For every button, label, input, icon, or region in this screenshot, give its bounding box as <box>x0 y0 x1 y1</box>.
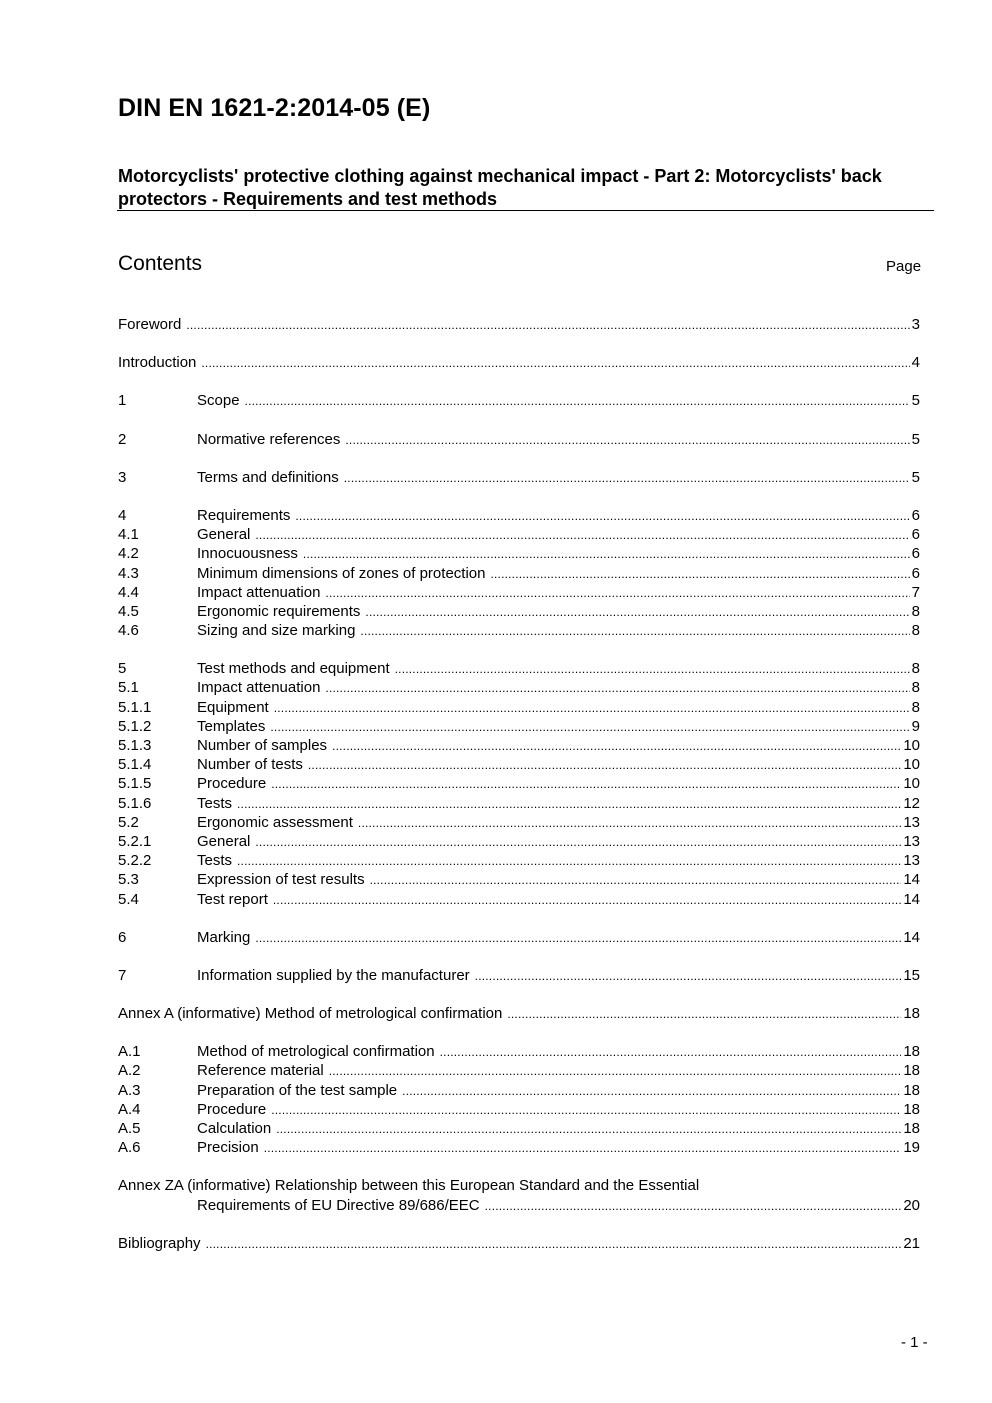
toc-title: Introduction <box>118 354 197 372</box>
toc-title: Calculation <box>197 1120 272 1137</box>
toc-title: Impact attenuation <box>197 679 321 697</box>
toc-number: 1 <box>118 392 127 410</box>
toc-number: 5 <box>118 660 127 678</box>
toc-title: Ergonomic requirements <box>197 602 361 620</box>
dot-leader <box>295 506 909 526</box>
toc-entry-5-1-2[interactable] <box>118 717 920 736</box>
dot-leader <box>308 755 901 775</box>
toc-title-line-2: Requirements of EU Directive 89/686/EEC <box>197 1196 480 1214</box>
toc-entry-4-3[interactable] <box>118 564 920 583</box>
dot-leader <box>485 1196 902 1216</box>
toc-title: Test methods and equipment <box>197 660 390 678</box>
toc-title: Innocuousness <box>197 545 298 563</box>
toc-entry-annex-za[interactable] <box>118 1176 920 1214</box>
toc-number: 3 <box>118 468 127 486</box>
toc-title: Equipment <box>197 698 269 716</box>
document-id: DIN EN 1621-2:2014-05 (E) <box>118 94 431 122</box>
toc-entry-5-1-5[interactable] <box>118 774 920 793</box>
toc-page: 8 <box>911 602 920 620</box>
toc-title: Minimum dimensions of zones of protection <box>197 564 486 582</box>
toc-number: 4 <box>118 506 127 524</box>
toc-entry-a-5[interactable] <box>118 1119 920 1138</box>
toc-title: General <box>197 832 251 850</box>
toc-page: 14 <box>903 871 920 889</box>
dot-leader <box>201 353 909 373</box>
toc-title: Preparation of the test sample <box>197 1081 398 1099</box>
toc-page: 15 <box>903 966 920 984</box>
toc-page: 13 <box>903 832 920 850</box>
dot-leader <box>358 813 901 833</box>
dot-leader <box>507 1004 901 1024</box>
dot-leader <box>206 1234 902 1254</box>
toc-page: 18 <box>903 1120 920 1137</box>
toc-entry-4-4[interactable] <box>118 583 920 602</box>
toc-number: 5.1.4 <box>118 756 152 774</box>
toc-number: 5.2.2 <box>118 852 152 870</box>
toc-page: 18 <box>903 1081 920 1099</box>
dot-leader <box>237 794 901 814</box>
toc-number: 5.1.6 <box>118 794 152 812</box>
toc-entry-bibliography[interactable] <box>118 1234 920 1253</box>
dot-leader <box>325 678 909 698</box>
toc-title: Marking <box>197 928 251 946</box>
toc-title: Tests <box>197 852 233 870</box>
toc-entry-a-6[interactable] <box>118 1138 920 1157</box>
dot-leader <box>245 391 910 411</box>
toc-number: A.5 <box>118 1120 141 1137</box>
toc-page: 14 <box>903 890 920 908</box>
toc-entry-a-2[interactable] <box>118 1061 920 1080</box>
toc-number: 5.2 <box>118 813 139 831</box>
dot-leader <box>475 966 902 986</box>
toc-number: A.4 <box>118 1100 141 1118</box>
toc-number: A.2 <box>118 1062 141 1080</box>
toc-page: 9 <box>911 717 920 735</box>
dot-leader <box>332 736 901 756</box>
toc-title: Ergonomic assessment <box>197 813 353 831</box>
toc-number: 5.4 <box>118 890 139 908</box>
toc-title: Procedure <box>197 1100 267 1118</box>
toc-entry-a-3[interactable] <box>118 1081 920 1100</box>
dot-leader <box>276 1119 901 1139</box>
toc-entry-2[interactable] <box>118 430 920 449</box>
dot-leader <box>264 1138 902 1158</box>
toc-number: 5.1 <box>118 679 139 697</box>
toc-entry-annex-a[interactable] <box>118 1004 920 1023</box>
toc-entry-5-1-1[interactable] <box>118 698 920 717</box>
toc-page: 6 <box>911 564 920 582</box>
toc-entry-4-6[interactable] <box>118 621 920 640</box>
toc-entry-3[interactable] <box>118 468 920 487</box>
page-column-heading: Page <box>886 258 922 275</box>
toc-title: Method of metrological confirmation <box>197 1043 435 1061</box>
toc-entry-a-1[interactable] <box>118 1042 920 1061</box>
dot-leader <box>325 583 909 603</box>
toc-entry-5-4[interactable] <box>118 890 920 909</box>
dot-leader <box>303 544 910 564</box>
dot-leader <box>273 890 901 910</box>
toc-title: Normative references <box>197 430 341 448</box>
toc-number: 7 <box>118 966 127 984</box>
toc-number: 5.1.2 <box>118 717 152 735</box>
toc-number: A.3 <box>118 1081 141 1099</box>
toc-number: 4.6 <box>118 622 139 640</box>
toc-entry-4-5[interactable] <box>118 602 920 621</box>
toc-page: 20 <box>903 1196 920 1214</box>
toc-entry-foreword[interactable] <box>118 315 920 334</box>
toc-entry-5-1-6[interactable] <box>118 794 920 813</box>
toc-page: 3 <box>911 316 920 333</box>
toc-title: Scope <box>197 392 240 410</box>
toc-entry-5-1[interactable] <box>118 678 920 697</box>
dot-leader <box>345 430 909 450</box>
toc-page: 7 <box>911 583 920 601</box>
dot-leader <box>237 851 901 871</box>
toc-number: A.1 <box>118 1043 141 1061</box>
toc-title: Precision <box>197 1139 259 1157</box>
toc-page: 8 <box>911 679 920 697</box>
toc-entry-7[interactable] <box>118 966 920 985</box>
dot-leader <box>255 928 901 948</box>
dot-leader <box>186 315 909 335</box>
toc-entry-4-2[interactable] <box>118 544 920 563</box>
dot-leader <box>402 1081 901 1101</box>
dot-leader <box>344 468 910 488</box>
toc-title: Test report <box>197 890 268 908</box>
toc-title: Annex A (informative) Method of metrological confirmation <box>118 1005 503 1023</box>
toc-title: Bibliography <box>118 1234 201 1252</box>
toc-number: 4.1 <box>118 526 139 544</box>
toc-entry-1[interactable] <box>118 391 920 410</box>
table-of-contents <box>118 315 920 1253</box>
title-divider <box>117 210 934 211</box>
toc-entry-5-3[interactable] <box>118 870 920 889</box>
toc-page: 4 <box>911 354 920 372</box>
toc-entry-5-2-2[interactable] <box>118 851 920 870</box>
toc-page: 8 <box>911 698 920 716</box>
toc-entry-5-2[interactable] <box>118 813 920 832</box>
toc-page: 18 <box>903 1100 920 1118</box>
contents-heading: Contents <box>118 252 203 275</box>
toc-number: 4.4 <box>118 583 139 601</box>
dot-leader <box>271 1100 901 1120</box>
toc-page: 13 <box>903 852 920 870</box>
toc-title: General <box>197 526 251 544</box>
dot-leader <box>270 717 909 737</box>
dot-leader <box>490 564 909 584</box>
toc-title: Procedure <box>197 775 267 793</box>
toc-title: Impact attenuation <box>197 583 321 601</box>
toc-page: 6 <box>911 526 920 544</box>
toc-entry-6[interactable] <box>118 928 920 947</box>
toc-page: 6 <box>911 506 920 524</box>
toc-number: 2 <box>118 430 127 448</box>
toc-page: 5 <box>911 468 920 486</box>
toc-number: 5.1.1 <box>118 698 152 716</box>
document-title: Motorcyclists' protective clothing against mechanical impact - Part 2: Motorcyclists' back protectors - Requirements and test methods <box>118 166 882 209</box>
dot-leader <box>274 698 910 718</box>
toc-number: A.6 <box>118 1139 141 1157</box>
dot-leader <box>365 602 909 622</box>
toc-page: 14 <box>903 928 920 946</box>
toc-title: Number of samples <box>197 737 328 754</box>
toc-page: 19 <box>903 1139 920 1157</box>
dot-leader <box>255 525 909 545</box>
toc-page: 10 <box>903 775 920 793</box>
toc-entry-4-1[interactable] <box>118 525 920 544</box>
toc-page: 5 <box>911 392 920 410</box>
toc-page: 5 <box>911 430 920 448</box>
dot-leader <box>395 659 910 679</box>
toc-entry-introduction[interactable] <box>118 353 920 372</box>
toc-entry-a-4[interactable] <box>118 1100 920 1119</box>
toc-page: 10 <box>903 756 920 774</box>
toc-entry-5-1-3[interactable] <box>118 736 920 755</box>
toc-title: Foreword <box>118 316 182 333</box>
toc-number: 4.3 <box>118 564 139 582</box>
toc-number: 4.5 <box>118 602 139 620</box>
toc-title: Sizing and size marking <box>197 622 356 640</box>
toc-number: 5.2.1 <box>118 832 152 850</box>
toc-title: Reference material <box>197 1062 324 1080</box>
toc-title: Expression of test results <box>197 871 365 889</box>
dot-leader <box>255 832 901 852</box>
toc-title: Templates <box>197 717 266 735</box>
toc-entry-4[interactable] <box>118 506 920 525</box>
dot-leader <box>370 870 902 890</box>
toc-title: Terms and definitions <box>197 468 339 486</box>
toc-page: 18 <box>903 1005 920 1023</box>
toc-title-line-1: Annex ZA (informative) Relationship between this European Standard and the Essential <box>118 1177 700 1195</box>
toc-page: 8 <box>911 622 920 640</box>
toc-page: 10 <box>903 737 920 754</box>
toc-entry-5-1-4[interactable] <box>118 755 920 774</box>
toc-title: Tests <box>197 794 233 812</box>
toc-number: 4.2 <box>118 545 139 563</box>
toc-page: 18 <box>903 1043 920 1061</box>
toc-entry-5-2-1[interactable] <box>118 832 920 851</box>
dot-leader <box>440 1042 902 1062</box>
toc-page: 21 <box>903 1234 920 1252</box>
toc-page: 6 <box>911 545 920 563</box>
toc-number: 5.1.5 <box>118 775 152 793</box>
toc-title: Requirements <box>197 506 291 524</box>
toc-number: 5.3 <box>118 871 139 889</box>
footer-page-number: - 1 - <box>901 1334 928 1351</box>
toc-page: 18 <box>903 1062 920 1080</box>
toc-title: Number of tests <box>197 756 303 774</box>
toc-page: 8 <box>911 660 920 678</box>
dot-leader <box>329 1061 902 1081</box>
toc-number: 6 <box>118 928 127 946</box>
dot-leader <box>271 774 901 794</box>
toc-page: 13 <box>903 813 920 831</box>
dot-leader <box>360 621 909 641</box>
toc-page: 12 <box>903 794 920 812</box>
toc-number: 5.1.3 <box>118 737 152 754</box>
toc-entry-5[interactable] <box>118 659 920 678</box>
toc-title: Information supplied by the manufacturer <box>197 966 470 984</box>
